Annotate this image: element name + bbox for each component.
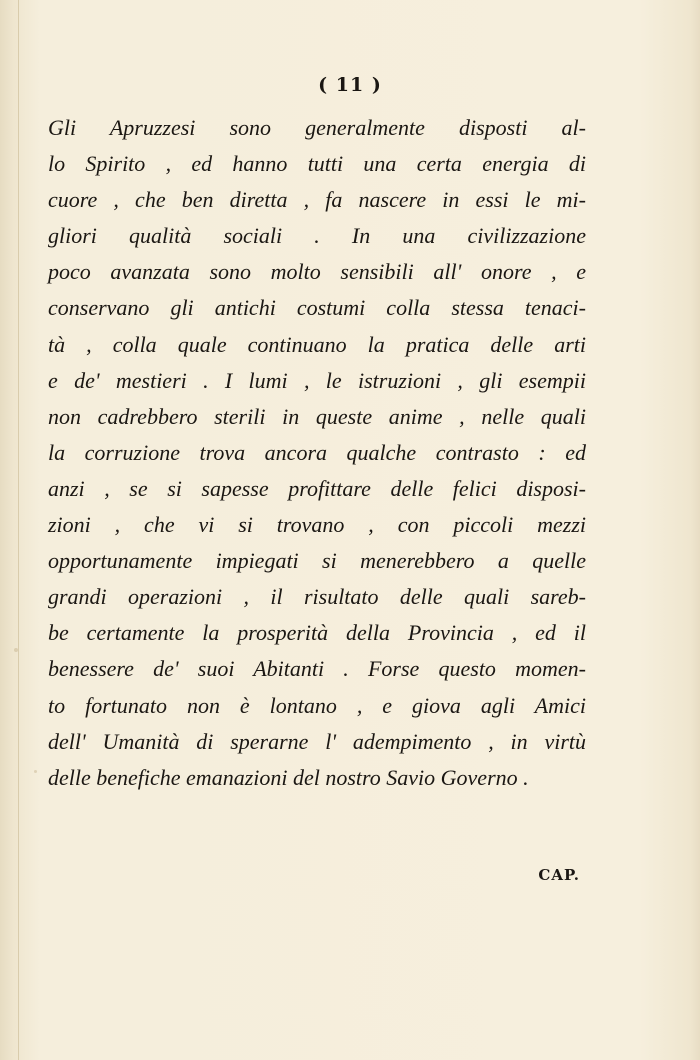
text-line: tà , colla quale continuano la pratica delle arti — [48, 331, 586, 357]
text-line: delle benefiche emanazioni del nostro Savio Governo . — [48, 764, 529, 790]
text-line: non cadrebbero sterili in queste anime , nelle quali — [48, 403, 586, 429]
text-line: e de' mestieri . I lumi , le istruzioni , gli esempii — [48, 367, 586, 393]
text-line: anzi , se si sapesse profittare delle felici disposi- — [48, 475, 586, 501]
text-line: dell' Umanità di sperarne l' adempimento , in virtù — [48, 728, 586, 754]
paper-stain — [34, 770, 37, 773]
body-text — [48, 110, 586, 796]
page-number: ( 11 ) — [318, 74, 382, 96]
text-line: to fortunato non è lontano , e giova agli Amici — [48, 692, 586, 718]
text-line: opportunamente impiegati si menerebbero a quelle — [48, 548, 586, 574]
catchword: CAP. — [538, 866, 580, 884]
text-line: lo Spirito , ed hanno tutti una certa energia di — [48, 151, 586, 177]
text-line: grandi operazioni , il risultato delle quali sareb- — [48, 584, 586, 610]
text-line: benessere de' suoi Abitanti . Forse questo momen- — [48, 656, 586, 682]
text-line: cuore , che ben diretta , fa nascere in essi le mi- — [48, 187, 586, 213]
text-line: conservano gli antichi costumi colla stessa tenaci- — [48, 295, 586, 321]
page-gutter-edge — [18, 0, 19, 1060]
text-line: be certamente la prosperità della Provincia , ed il — [48, 620, 586, 646]
text-line: zioni , che vi si trovano , con piccoli mezzi — [48, 512, 586, 538]
text-line: Gli Apruzzesi sono generalmente disposti al- — [48, 115, 586, 140]
text-line: poco avanzata sono molto sensibili all' onore , e — [48, 259, 586, 285]
text-line: gliori qualità sociali . In una civilizzazione — [48, 223, 586, 249]
paper-stain — [14, 648, 18, 652]
text-line: la corruzione trova ancora qualche contrasto : ed — [48, 439, 586, 465]
